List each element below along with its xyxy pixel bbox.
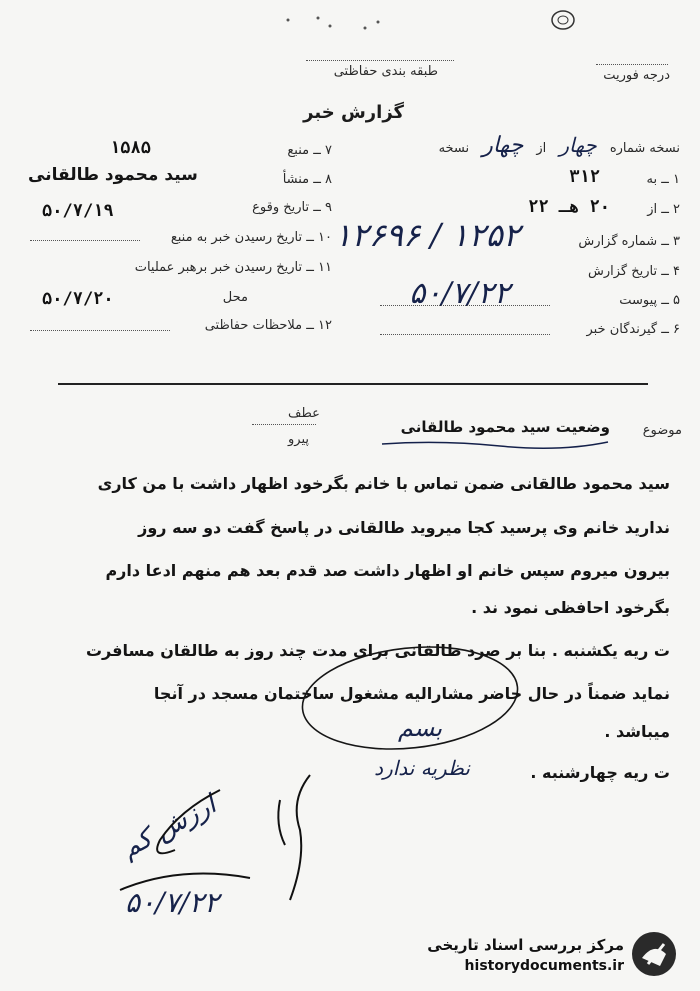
circle-annotation-icon [300,640,530,760]
field-4-value: ۵۰/۷/۲۲ [409,276,510,311]
body-line-2: ندارید خانم وی پرسید کجا میروید طالقانی در پاسخ گفت دو سه روز [138,518,670,537]
field-7-value: ۱۵۸۵ [110,138,151,158]
body-line-1: سید محمود طالقانی ضمن تماس با خانم بگرخود اظهار داشت با من کاری [97,474,670,493]
watermark-logo-icon [630,930,678,978]
copy-label-b: از [536,141,547,156]
copy-total: چهار [482,133,524,158]
section-divider [58,383,648,385]
field-5-label: ۵ ــ پیوست [619,293,680,308]
classification-label: طبقه بندی حفاظتی [333,64,438,79]
field-3-value: ۱۲۵۲ / ۱۲۶۹۶ [334,216,520,254]
field-6-label: ۶ ــ گیرندگان خبر [586,322,680,337]
stamp-text: ارزش کم [116,789,222,865]
field-12-line [30,330,170,331]
field-8-value: سید محمود طالقانی [28,165,198,185]
field-5-line [380,305,550,306]
body-line-7: میباشد . [604,722,670,741]
body-line-4: بگرخود احافظی نمود ند . [471,598,670,617]
field-10-label: ۱۰ ــ تاریخ رسیدن خبر به منبع [170,230,332,245]
body-line-6: نماید ضمناً در حال حاضر مشارالیه مشغول ساختمان مسجد در آنجا [153,684,670,703]
atf-label: عطف [288,406,320,421]
field-9-value: ۵۰/۷/۱۹ [42,201,114,221]
field-8-label: ۸ ــ منشأ [282,172,332,187]
copy-value: چهار [559,133,597,157]
field-2-value: ۲۰ هـ ۲۲ [528,197,610,217]
subject-underline-icon [380,438,610,450]
field-6-line [380,334,550,335]
field-1-value: ۳۱۲ [569,167,600,187]
peyro-label: پیرو [288,432,309,447]
field-1-label: ۱ ــ به [646,172,680,187]
priority-line [596,64,668,65]
copy-number-row [439,133,680,157]
field-3-label: ۳ ــ شماره گزارش [578,234,680,249]
watermark-org-name: مرکز بررسی اسناد تاریخی [427,936,624,954]
field-11-label: ۱۱ ــ تاریخ رسیدن خبر برهبر عملیات [134,260,332,275]
classification-line [306,60,454,61]
field-7-label: ۷ ــ منبع [287,143,332,158]
copy-label-c: نسخه [438,141,470,156]
field-2-label: ۲ ــ از [647,202,680,217]
circle-note: بسم [398,714,443,742]
body-line-5: ت ریه یکشنبه . بنا بر صرد طالقانی برای مدت چند روز به طالقان مسافرت [85,641,670,660]
place-label: محل [222,290,248,305]
copy-label-a: نسخه شماره [609,141,680,156]
form-title: گزارش خبر [303,102,404,123]
top-faint-marks [270,12,390,32]
field-12-label: ۱۲ ــ ملاحظات حفاظتی [204,318,332,333]
body-line-3: بیرون میروم سپس خانم او اظهار داشت صد قدم بعد هم منهم ادعا دارم [105,561,670,580]
margin-note: نظریه ندارد [374,756,470,780]
field-9-label: ۹ ــ تاریخ وقوع [252,200,332,215]
subject-label: موضوع [642,423,682,438]
atf-line [252,424,316,425]
corner-stamp-icon [548,8,578,32]
priority-label: درجه فوریت [603,68,670,83]
watermark-url: historydocuments.ir [464,958,624,974]
field-4-label: ۴ ــ تاریخ گزارش [588,264,680,279]
field-10-line [30,240,140,241]
field-11-value: ۵۰/۷/۲۰ [42,289,114,309]
signature-date: ۵۰/۷/۲۲ [125,886,220,919]
date-line: ت ریه چهارشنبه . [530,763,670,782]
subject-value: وضعیت سید محمود طالقانی [400,418,610,436]
